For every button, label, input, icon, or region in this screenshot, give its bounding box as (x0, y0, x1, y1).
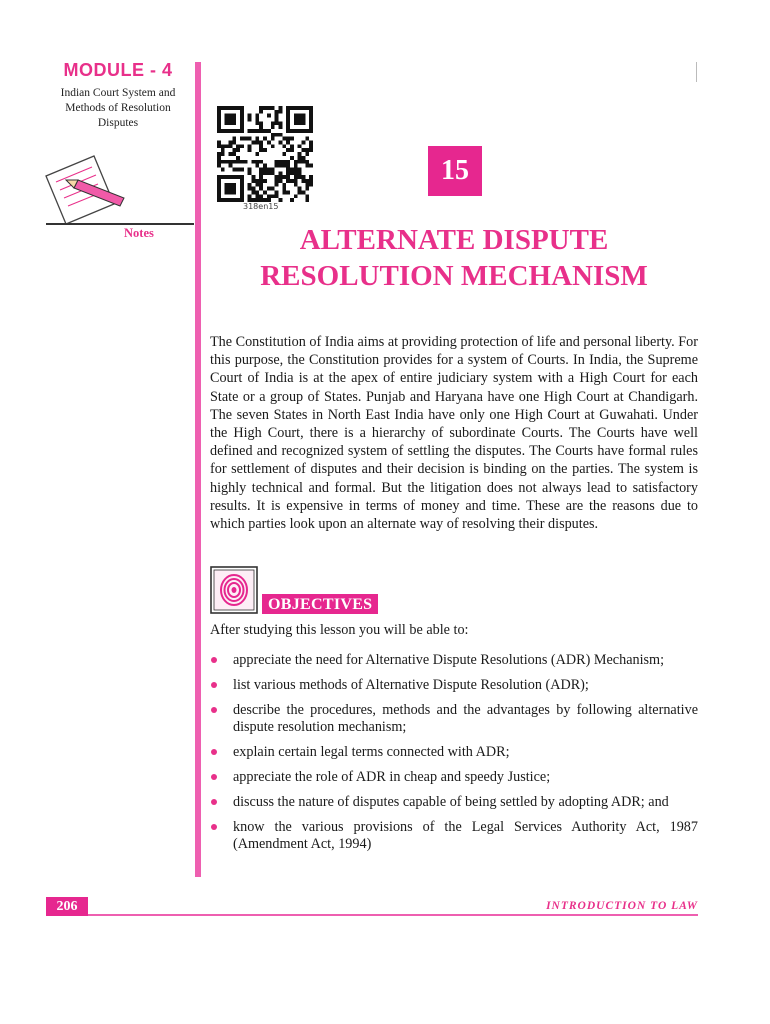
list-item (210, 819, 698, 853)
list-item (210, 677, 698, 694)
list-item (210, 652, 698, 669)
chapter-title-line: ALTERNATE DISPUTE (299, 224, 609, 256)
margin-bar (195, 62, 201, 877)
bullet-icon (211, 799, 217, 805)
objectives-list (210, 652, 698, 861)
bullet-icon (211, 682, 217, 688)
chapter-title (210, 222, 698, 294)
book-title: INTRODUCTION TO LAW (546, 900, 698, 912)
bullet-icon (211, 707, 217, 713)
module-subtitle-line: Indian Court System and (60, 87, 176, 99)
footer-divider (88, 914, 698, 916)
objective-text: list various methods of Alternative Dispute Resolution (ADR); (233, 677, 589, 693)
notes-divider (46, 223, 194, 225)
page-number: 206 (46, 897, 88, 916)
notes-pencil-icon (40, 150, 128, 230)
objectives-heading: OBJECTIVES (262, 594, 378, 614)
crop-mark (696, 62, 697, 82)
objective-text: appreciate the need for Alternative Dispute Resolutions (ADR) Mechanism; (233, 652, 665, 668)
objectives-intro: After studying this lesson you will be able to: (210, 622, 469, 638)
module-subtitle (48, 86, 188, 131)
qr-caption: 318en15 (243, 202, 279, 211)
module-subtitle-line: Methods of Resolution (65, 102, 171, 114)
qr-code (216, 106, 314, 202)
chapter-title-line: RESOLUTION MECHANISM (260, 260, 648, 292)
bullet-icon (211, 749, 217, 755)
list-item (210, 744, 698, 761)
objective-text: know the various provisions of the Legal Services Authority Act, 1987 (Amendment Act, 1994) (233, 819, 698, 852)
chapter-number: 15 (428, 146, 482, 196)
bullet-icon (211, 774, 217, 780)
bullet-icon (211, 824, 217, 830)
list-item (210, 769, 698, 786)
objective-text: discuss the nature of disputes capable of being settled by adopting ADR; and (233, 794, 669, 810)
module-subtitle-line: Disputes (97, 117, 139, 129)
target-icon (210, 566, 258, 614)
intro-paragraph: The Constitution of India aims at providing protection of life and personal liberty. For this purpose, the Constitution provides for a system of Courts. In India, the Supreme Court of India is at the apex of entire judiciary system with a High Court for each State or a group of States. Punjab and Haryana have one High Court at Chandigarh. The seven States in North East India have only one High Court at Guwahati. Under the High Court, there is a hierarchy of subordinate Courts. The Courts have well defined and recognized system of settling the disputes. The Courts have formal rules for settlement of disputes and their decision is binding on the parties. The system is highly technical and formal. But the litigation does not always lead to satisfactory results. It is expensive in terms of money and time. These are the reasons due to which parties look upon an alternate way of resolving their disputes. (210, 334, 698, 533)
module-title: MODULE - 4 (63, 60, 173, 80)
objective-text: explain certain legal terms connected with ADR; (233, 744, 510, 760)
objective-text: appreciate the role of ADR in cheap and speedy Justice; (233, 769, 551, 785)
list-item (210, 702, 698, 736)
notes-label: Notes (124, 226, 154, 240)
bullet-icon (211, 657, 217, 663)
list-item (210, 794, 698, 811)
objective-text: describe the procedures, methods and the advantages by following alternative dispute resolution mechanism; (233, 702, 698, 735)
